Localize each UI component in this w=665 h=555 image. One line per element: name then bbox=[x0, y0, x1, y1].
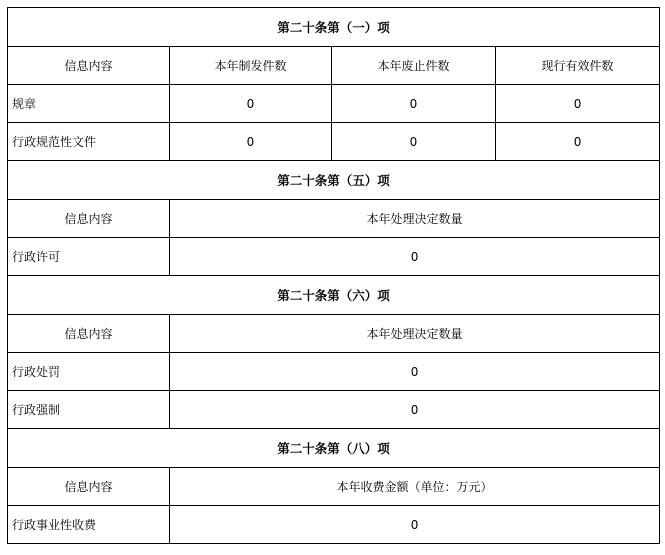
section-title: 第二十条第（一）项 bbox=[8, 8, 660, 47]
row-label: 行政规范性文件 bbox=[8, 123, 170, 161]
cell-value: 0 bbox=[170, 353, 660, 391]
cell-value: 0 bbox=[496, 85, 660, 123]
section-title: 第二十条第（六）项 bbox=[8, 276, 660, 315]
cell-value: 0 bbox=[170, 123, 332, 161]
row-label: 行政许可 bbox=[8, 238, 170, 276]
table-row bbox=[8, 353, 660, 391]
column-header: 本年制发件数 bbox=[170, 47, 332, 85]
row-label: 规章 bbox=[8, 85, 170, 123]
cell-value: 0 bbox=[170, 391, 660, 429]
table-row bbox=[8, 123, 660, 161]
column-header: 本年废止件数 bbox=[332, 47, 496, 85]
row-label: 行政处罚 bbox=[8, 353, 170, 391]
table-row bbox=[8, 506, 660, 544]
cell-value: 0 bbox=[496, 123, 660, 161]
column-header: 本年收费金额（单位：万元） bbox=[170, 468, 660, 506]
cell-value: 0 bbox=[170, 85, 332, 123]
column-header: 信息内容 bbox=[8, 200, 170, 238]
row-label: 行政强制 bbox=[8, 391, 170, 429]
row-label: 行政事业性收费 bbox=[8, 506, 170, 544]
column-header: 本年处理决定数量 bbox=[170, 315, 660, 353]
column-header: 信息内容 bbox=[8, 47, 170, 85]
disclosure-table bbox=[7, 7, 660, 544]
column-header: 本年处理决定数量 bbox=[170, 200, 660, 238]
column-header: 现行有效件数 bbox=[496, 47, 660, 85]
cell-value: 0 bbox=[170, 506, 660, 544]
column-header: 信息内容 bbox=[8, 315, 170, 353]
section-title: 第二十条第（八）项 bbox=[8, 429, 660, 468]
section-title: 第二十条第（五）项 bbox=[8, 161, 660, 200]
cell-value: 0 bbox=[332, 123, 496, 161]
disclosure-table-container bbox=[7, 7, 660, 544]
cell-value: 0 bbox=[170, 238, 660, 276]
cell-value: 0 bbox=[332, 85, 496, 123]
table-row bbox=[8, 85, 660, 123]
table-row bbox=[8, 391, 660, 429]
table-row bbox=[8, 238, 660, 276]
column-header: 信息内容 bbox=[8, 468, 170, 506]
